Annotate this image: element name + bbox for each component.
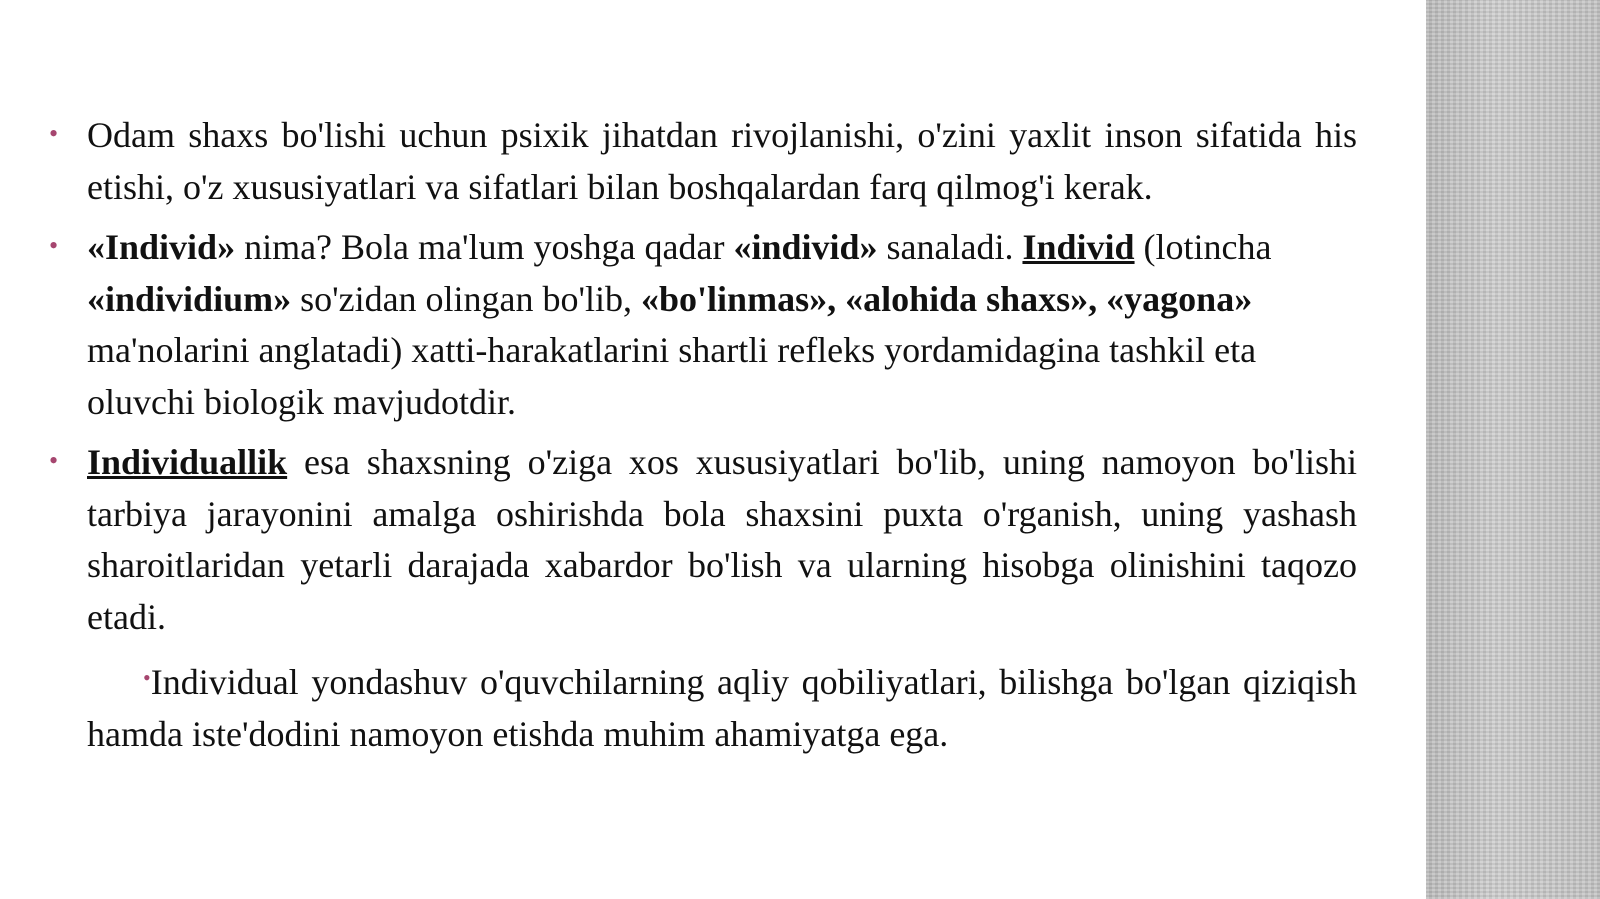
paragraph-individ	[49, 222, 1357, 428]
paragraph-text: (lotincha	[1134, 227, 1272, 267]
bullet-icon: •	[143, 665, 151, 690]
paragraph-text: so'zidan olingan bo'lib,	[291, 278, 642, 319]
paragraph-individuallik	[49, 437, 1357, 643]
paragraph-text: ma'nolarini anglatadi) xatti-harakatlarini shartli refleks yordamidagina tashkil eta oluvchi biologik mavjudotdir.	[87, 330, 1257, 422]
paragraph-text: Individual yondashuv o'quvchilarning aqliy qobiliyatlari, bilishga bo'lgan qiziqish hamda iste'dodini namoyon etishda muhim ahamiyatga ega.	[87, 662, 1357, 754]
paragraph-text: nima? Bola ma'lum yoshga qadar	[235, 227, 734, 267]
paragraph-shaxs	[49, 110, 1357, 213]
term-individ-quoted: «individ»	[733, 227, 878, 267]
paragraph-individual-yondashuv	[87, 652, 1357, 760]
paragraph-text: Odam shaxs bo'lishi uchun psixik jihatdan rivojlanishi, o'zini yaxlit inson sifatida his etishi, o'z xususiyatlari va sifatlari bilan boshqalardan farq qilmog'i kerak.	[87, 115, 1357, 207]
term-meanings: «bo'linmas», «alohida shaxs», «yagona»	[641, 278, 1253, 319]
bullet-icon: •	[49, 446, 59, 475]
paragraph-text: esa shaxsning o'ziga xos xususiyatlari bo'lib, uning namoyon bo'lishi tarbiya jarayonini amalga oshirishda bola shaxsini puxta o'rganish, uning yashash sharoitlaridan yetarli darajada xabardor bo'lish va ularning hisobga olinishini taqozo etadi.	[87, 442, 1357, 637]
bullet-icon: •	[49, 119, 59, 148]
term-individ-definition: Individ	[1022, 227, 1135, 267]
term-individium: «individium»	[87, 278, 292, 319]
bullet-icon: •	[49, 231, 59, 260]
slide-content	[49, 110, 1357, 769]
decorative-side-panel	[1426, 0, 1600, 899]
term-individuallik: Individuallik	[87, 442, 288, 482]
paragraph-text: sanaladi.	[877, 227, 1023, 267]
term-individ: «Individ»	[87, 227, 236, 267]
